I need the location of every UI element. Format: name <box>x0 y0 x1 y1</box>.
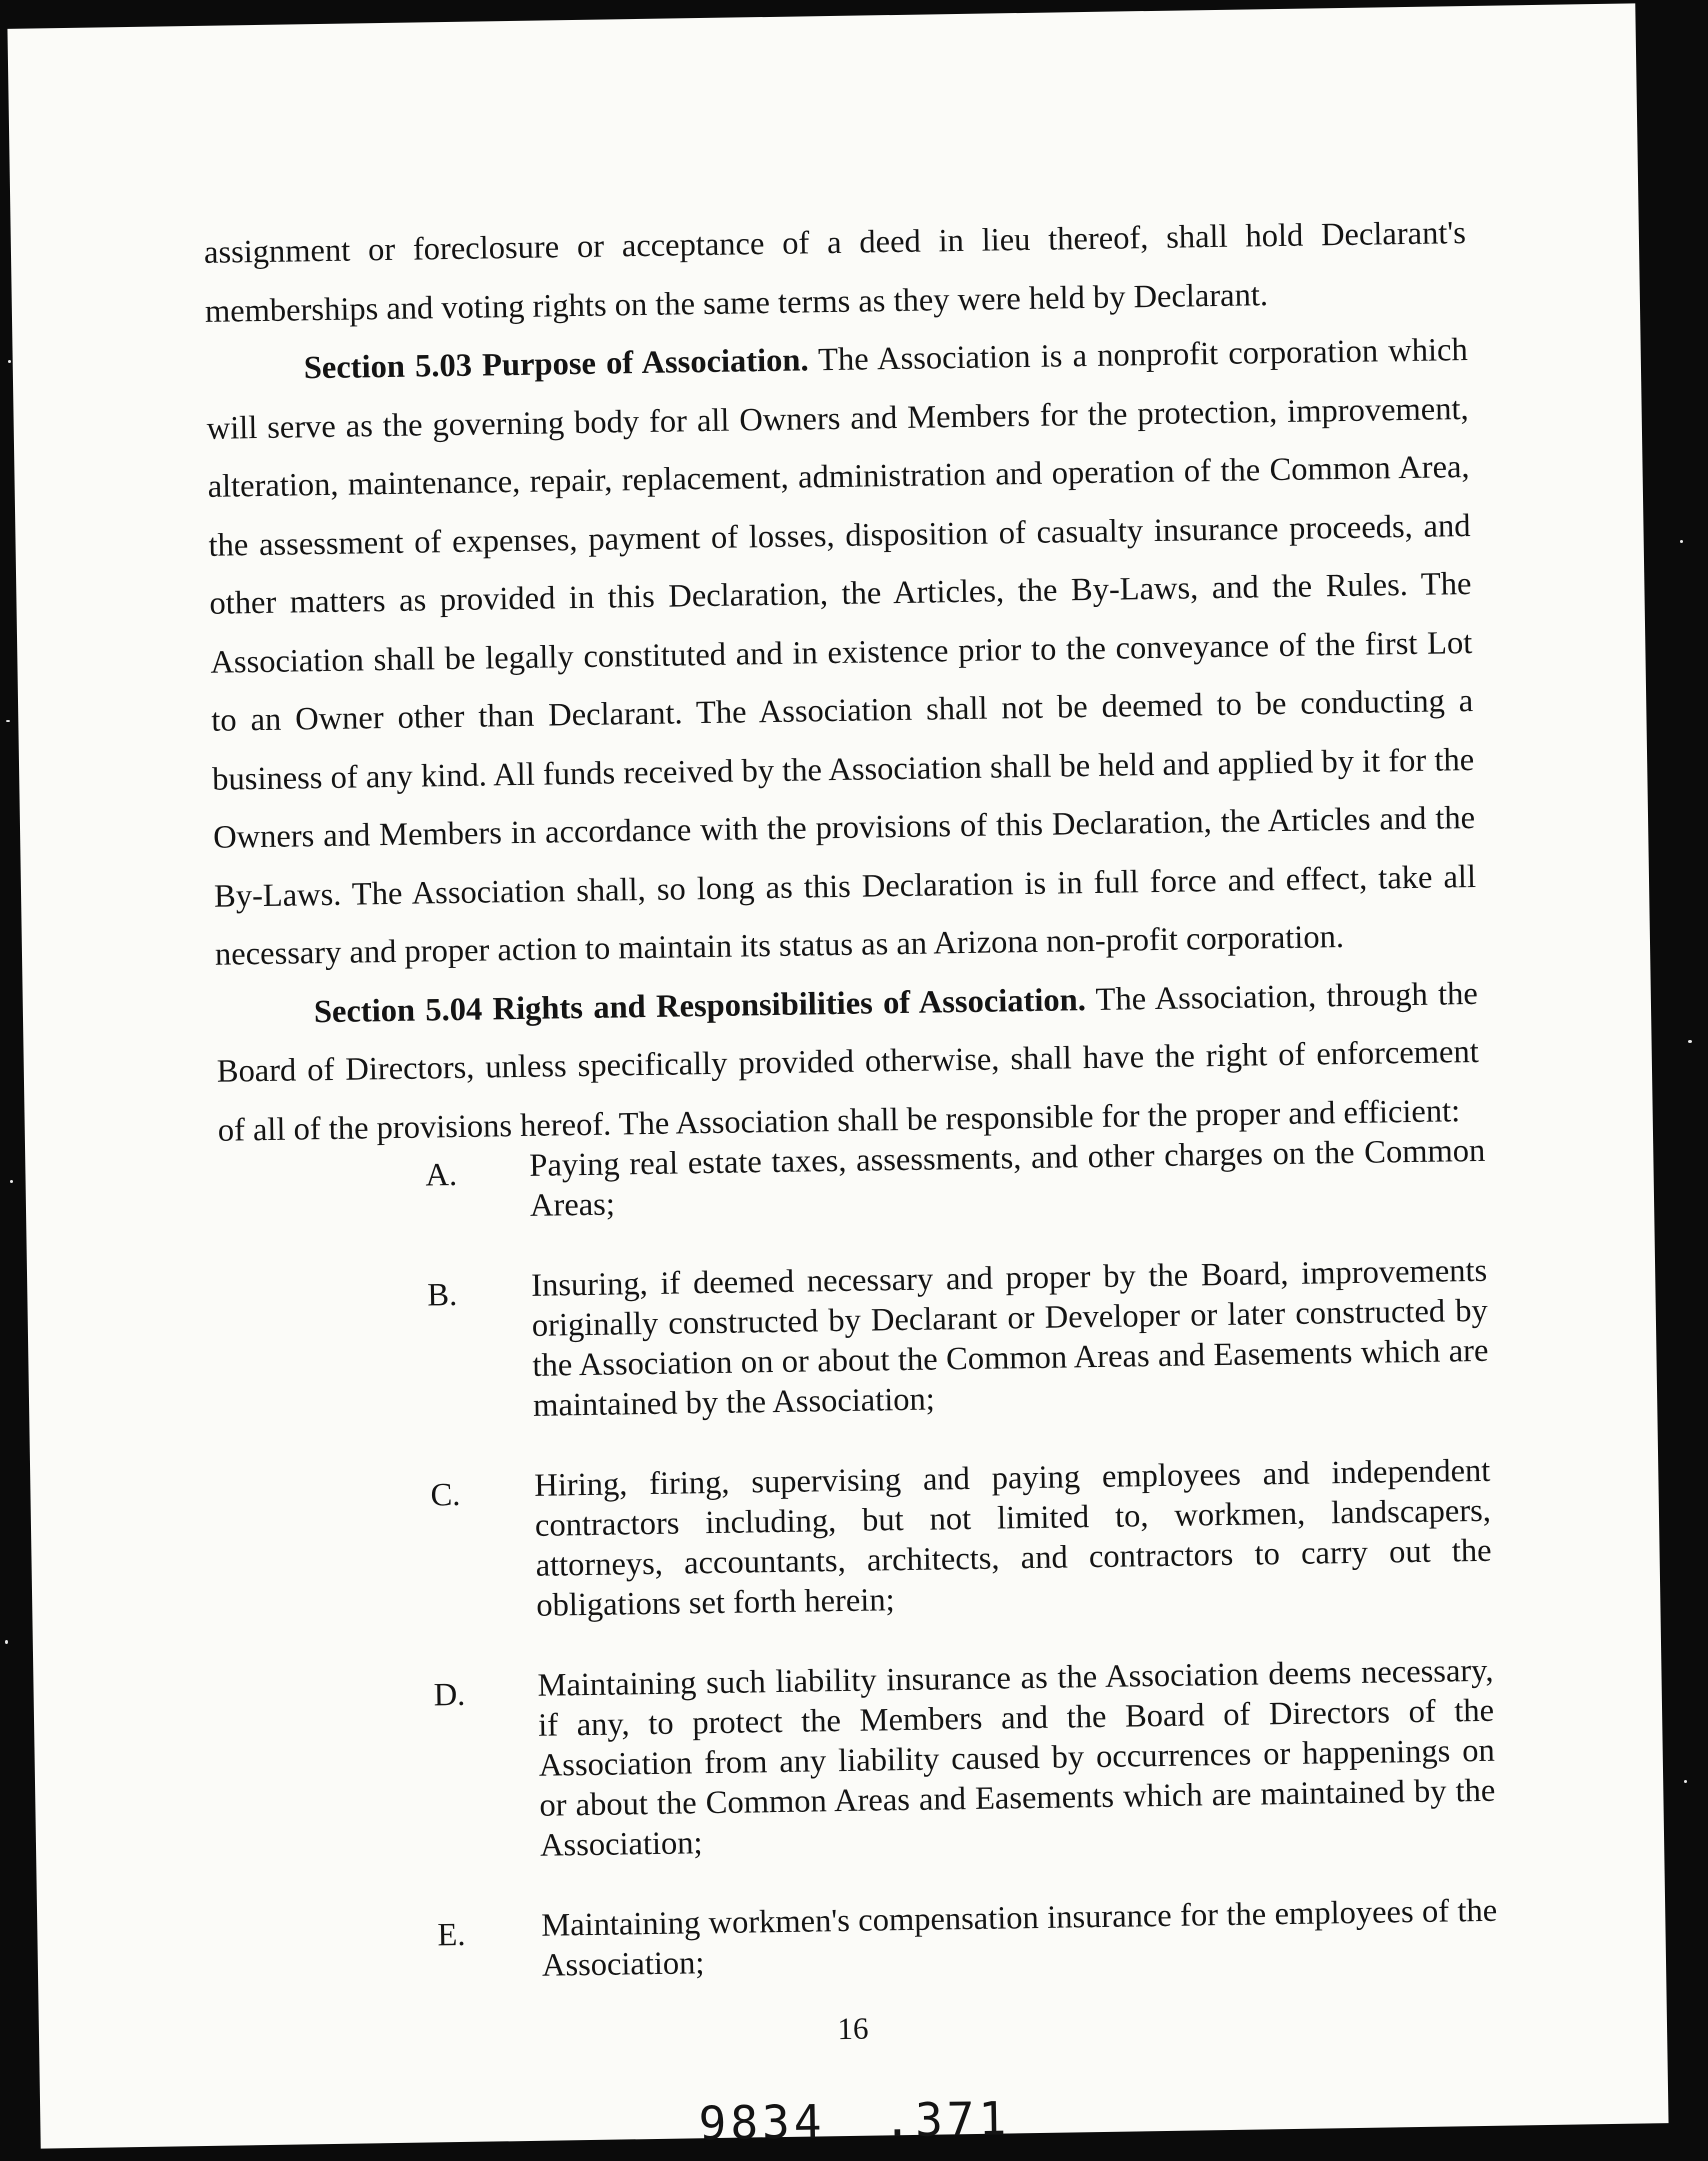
scan-noise <box>6 720 10 722</box>
intro-paragraph: assignment or foreclosure or acceptance of a deed in lieu thereof, shall hold Declarant's memberships and voting rights on the same terms as they were held by Declarant. <box>203 215 1467 330</box>
recording-page-number: .371 <box>882 2091 1011 2148</box>
list-item-text: Maintaining such liability insurance as the Association deems necessary, if any, to protect the Members and the Board of Directors of the Association from any liability caused by occurrences or happenings on or about the Common Areas and Easements which are maintained by the Association; <box>537 1652 1496 1864</box>
section-5-04-body: The Association, through the Board of Directors, unless specifically provided otherwise, shall have the right of enforcement of all of the provisions hereof. The Association shall be responsible for the proper and efficient: <box>216 975 1479 1149</box>
list-item-letter: D. <box>433 1676 466 1714</box>
list-item-letter: B. <box>427 1277 458 1314</box>
page-number: 16 <box>837 2010 869 2047</box>
scan-noise <box>5 1640 8 1644</box>
list-item-text: Hiring, firing, supervising and paying employees and independent contractors including, but not limited to, workmen, landscapers, attorneys, accountants, architects, and contractors to carry out the obligations set forth herein; <box>534 1452 1492 1624</box>
list-item <box>433 1651 1496 1868</box>
scan-noise <box>10 1180 13 1183</box>
section-5-03-paragraph <box>205 321 1477 984</box>
document-body <box>204 204 1481 1160</box>
section-5-03-body: The Association is a nonprofit corporation which will serve as the governing body for all Owners and Members for the protection, improvement, alteration, maintenance, repair, replacement, administration and operation of the Common Area, the assessment of expenses, payment of losses, disposition of casualty insurance proceeds, and other matters as provided in this Declaration, the Articles, the By-Laws, and the Rules. The Association shall be legally constituted and in existence prior to the conveyance of the first Lot to an Owner other than Declarant. The Association shall not be deemed to be conducting a business of any kind. All funds received by the Association shall be held and applied by it for the Owners and Members in accordance with the provisions of this Declaration, the Articles and the By-Laws. The Association shall, so long as this Declaration is in full force and effect, take all necessary and proper action to maintain its status as an Arizona non-profit corporation. <box>206 332 1477 973</box>
list-item-letter: E. <box>437 1916 466 1954</box>
list-item <box>425 1131 1486 1228</box>
section-5-04-heading: Section 5.04 Rights and Responsibilities of Association. <box>313 981 1087 1030</box>
list-item <box>427 1251 1489 1428</box>
document-page <box>7 3 1668 2151</box>
list-item-text: Paying real estate taxes, assessments, and other charges on the Common Areas; <box>529 1132 1486 1224</box>
list-item-letter: A. <box>425 1156 458 1194</box>
list-item-letter: C. <box>430 1476 461 1514</box>
list-item <box>437 1891 1498 1988</box>
list-item <box>430 1451 1492 1628</box>
section-5-04-paragraph <box>215 964 1480 1159</box>
scan-noise <box>8 360 11 363</box>
list-item-text: Maintaining workmen's compensation insurance for the employees of the Association; <box>541 1892 1498 1984</box>
section-5-03-heading: Section 5.03 Purpose of Association. <box>303 342 809 387</box>
recording-book-number: 9834 <box>698 2094 826 2151</box>
responsibilities-list <box>425 1131 1499 2028</box>
scan-noise <box>1684 1780 1687 1783</box>
recording-number <box>40 2081 1669 2161</box>
scan-noise <box>1688 1040 1692 1043</box>
list-item-text: Insuring, if deemed necessary and proper by the Board, improvements originally constructed by Declarant or Developer or later constructed by the Association on or about the Common Areas and Easements which are maintained by the Association; <box>530 1252 1489 1424</box>
scan-noise <box>1680 540 1683 543</box>
